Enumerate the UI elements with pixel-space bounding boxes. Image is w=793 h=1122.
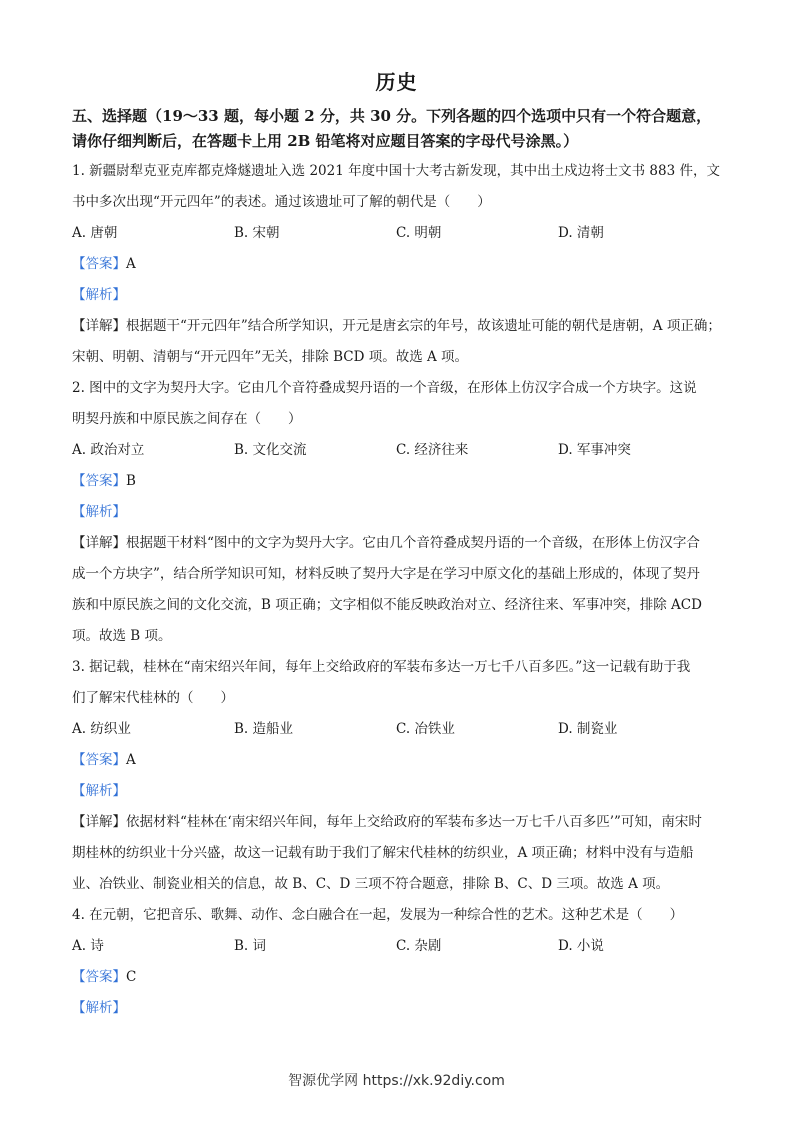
question-stem-line: 3. 据记载，桂林在“南宋绍兴年间，每年上交给政府的军装布多达一万七千八百多匹。”这一记载有助于我 — [72, 659, 691, 675]
footer-watermark: 智源优学网 https://xk.92diy.com — [288, 1073, 505, 1089]
detail-line: 业、冶铁业、制瓷业相关的信息，故 B、C、D 三项不符合题意，排除 B、C、D 三项。故选 A 项。 — [72, 876, 670, 892]
detail-line: 项。故选 B 项。 — [72, 628, 172, 644]
answer-value: B — [126, 473, 136, 489]
section-line: 五、选择题（19～33 题，每小题 2 分，共 30 分。下列各题的四个选项中只有一个符合题意， — [72, 107, 712, 125]
detail-line — [72, 807, 722, 838]
detail-text: 根据题干材料“图中的文字为契丹大字。它由几个音符叠成契丹语的一个音级，在形体上仿汉字合 — [126, 535, 700, 551]
analysis-line — [72, 776, 722, 807]
analysis-tag: 【解析】 — [72, 504, 126, 520]
analysis-line — [72, 993, 722, 1024]
answer-value: C — [126, 969, 137, 985]
question-stem-line: 2. 图中的文字为契丹大字。它由几个音符叠成契丹语的一个音级，在形体上仿汉字合成一个方块字。这说 — [72, 380, 697, 396]
answer-tag: 【答案】 — [72, 969, 126, 985]
question-stem-line: 4. 在元朝，它把音乐、歌舞、动作、念白融合在一起，发展为一种综合性的艺术。这种艺术是（ ） — [72, 907, 684, 923]
detail-line — [72, 311, 722, 342]
options-row — [72, 714, 722, 745]
option-b: B. 宋朝 — [234, 225, 280, 241]
question-2 — [72, 373, 722, 652]
section-instructions — [72, 104, 732, 154]
option-d: D. 小说 — [558, 938, 604, 954]
analysis-tag: 【解析】 — [72, 1000, 126, 1016]
detail-tag: 【详解】 — [72, 535, 126, 551]
option-d: D. 清朝 — [558, 225, 604, 241]
option-b: B. 文化交流 — [234, 442, 307, 458]
answer-line — [72, 249, 722, 280]
page-title: 历史 — [375, 70, 418, 94]
analysis-line — [72, 280, 722, 311]
detail-line: 成一个方块字”，结合所学知识可知，材料反映了契丹大字是在学习中原文化的基础上形成的，体现了契丹 — [72, 566, 700, 582]
option-d: D. 军事冲突 — [558, 442, 631, 458]
answer-tag: 【答案】 — [72, 752, 126, 768]
option-b: B. 词 — [234, 938, 267, 954]
question-stem-line: 明契丹族和中原民族之间存在（ ） — [72, 411, 302, 427]
detail-line — [72, 528, 722, 559]
answer-line — [72, 745, 722, 776]
answer-tag: 【答案】 — [72, 473, 126, 489]
analysis-tag: 【解析】 — [72, 783, 126, 799]
option-b: B. 造船业 — [234, 721, 294, 737]
detail-tag: 【详解】 — [72, 814, 126, 830]
answer-value: A — [126, 752, 136, 768]
option-a: A. 政治对立 — [72, 442, 145, 458]
option-c: C. 杂剧 — [396, 938, 442, 954]
detail-tag: 【详解】 — [72, 318, 126, 334]
option-a: A. 唐朝 — [72, 225, 118, 241]
answer-line — [72, 962, 722, 993]
option-c: C. 冶铁业 — [396, 721, 455, 737]
answer-value: A — [126, 256, 136, 272]
analysis-line — [72, 497, 722, 528]
option-c: C. 明朝 — [396, 225, 442, 241]
section-line: 请你仔细判断后，在答题卡上用 2B 铅笔将对应题目答案的字母代号涂黑。） — [72, 132, 579, 150]
question-stem-line: 1. 新疆尉犁克亚克库都克烽燧遗址入选 2021 年度中国十大考古新发现，其中出土戍边将士文书 883 件，文 — [72, 163, 720, 179]
detail-line: 期桂林的纺织业十分兴盛，故这一记载有助于我们了解宋代桂林的纺织业，A 项正确；材料中没有与造船 — [72, 845, 694, 861]
detail-text: 根据题干“开元四年”结合所学知识，开元是唐玄宗的年号，故该遗址可能的朝代是唐朝，A 项正确； — [126, 318, 721, 334]
detail-line: 宋朝、明朝、清朝与“开元四年”无关，排除 BCD 项。故选 A 项。 — [72, 349, 469, 365]
question-stem-line: 们了解宋代桂林的（ ） — [72, 690, 234, 706]
options-row — [72, 218, 722, 249]
answer-line — [72, 466, 722, 497]
option-a: A. 纺织业 — [72, 721, 131, 737]
options-row — [72, 435, 722, 466]
question-stem-line: 书中多次出现“开元四年”的表述。通过该遗址可了解的朝代是（ ） — [72, 194, 491, 210]
option-c: C. 经济往来 — [396, 442, 469, 458]
question-list — [72, 156, 722, 1024]
detail-line: 族和中原民族之间的文化交流，B 项正确；文字相似不能反映政治对立、经济往来、军事冲突，排除 ACD — [72, 597, 702, 613]
analysis-tag: 【解析】 — [72, 287, 126, 303]
question-1 — [72, 156, 722, 373]
detail-text: 依据材料“桂林在‘南宋绍兴年间，每年上交给政府的军装布多达一万七千八百多匹’”可知，南宋时 — [126, 814, 702, 830]
options-row — [72, 931, 722, 962]
question-3 — [72, 652, 722, 900]
question-4 — [72, 900, 722, 1024]
answer-tag: 【答案】 — [72, 256, 126, 272]
option-d: D. 制瓷业 — [558, 721, 618, 737]
option-a: A. 诗 — [72, 938, 104, 954]
